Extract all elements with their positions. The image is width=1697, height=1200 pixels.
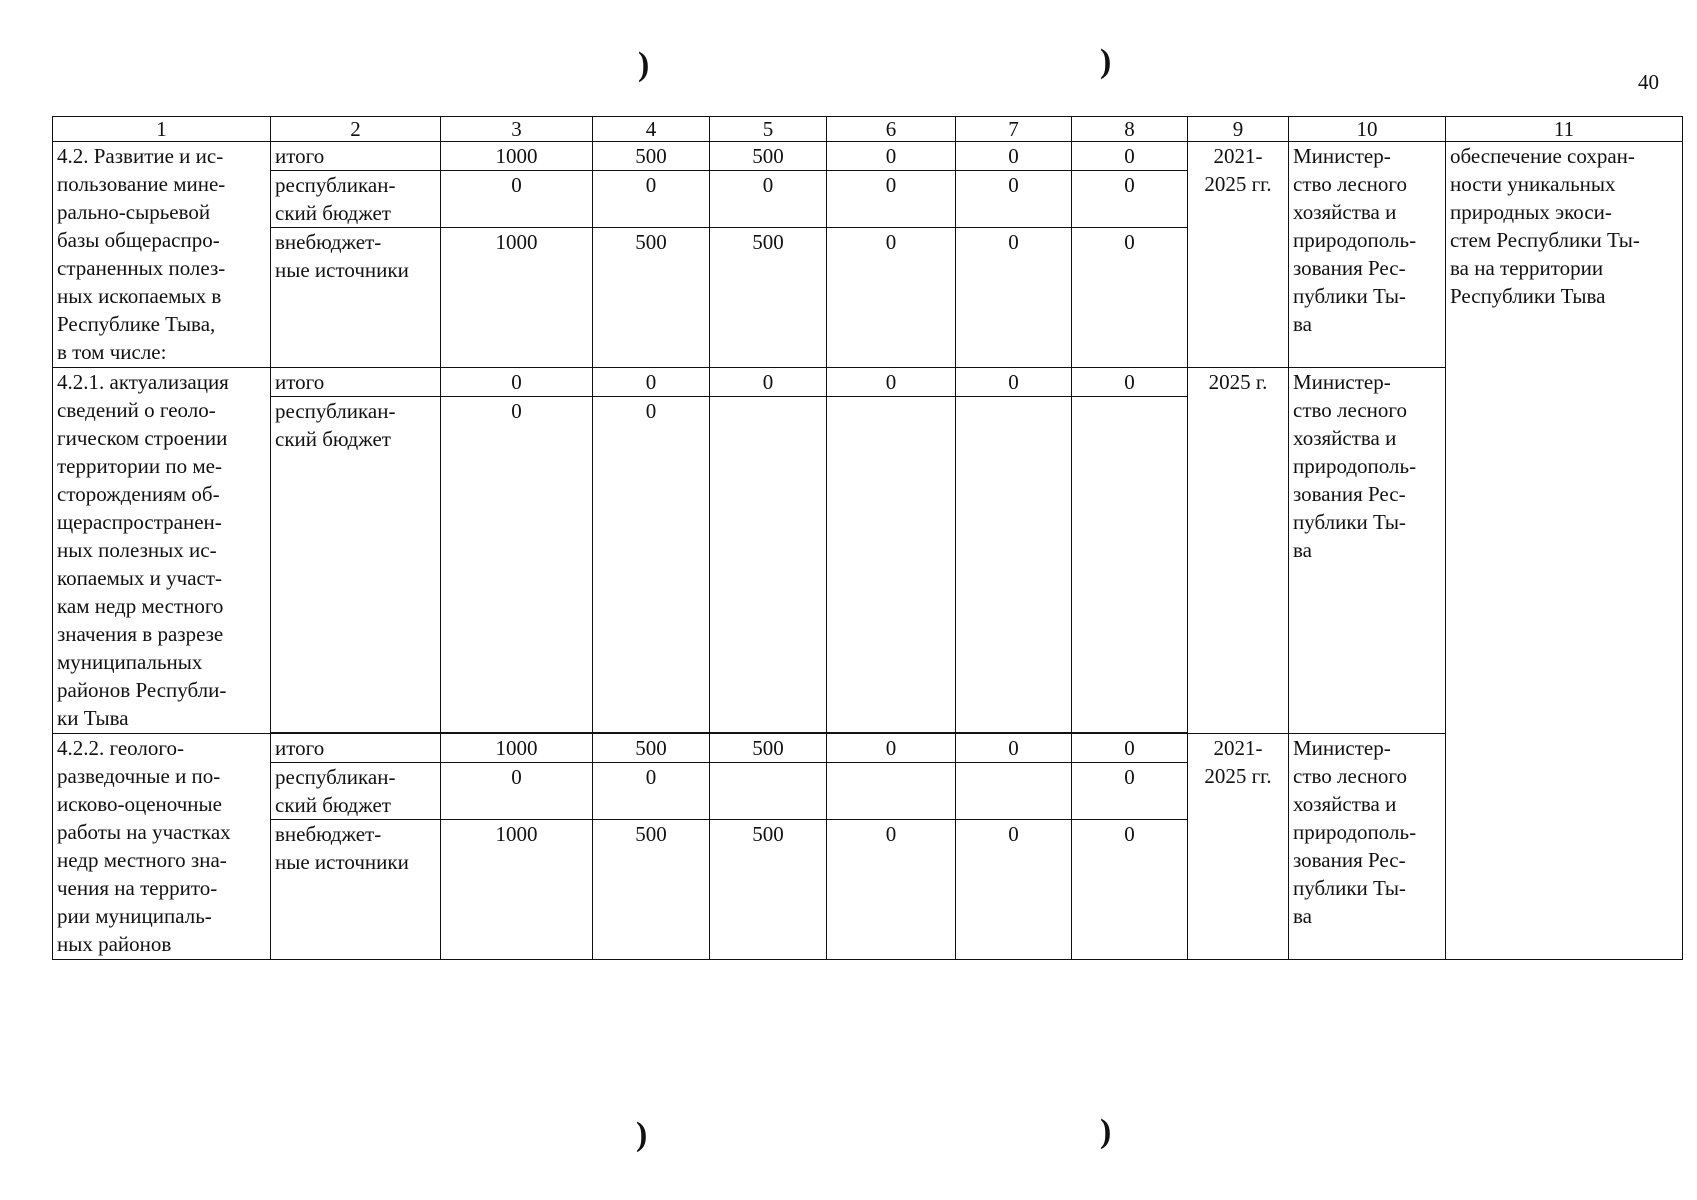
header-cell: 7: [956, 117, 1072, 142]
value-cell: 0: [593, 763, 710, 820]
table-row: [53, 368, 1683, 397]
table-header-row: [53, 117, 1683, 142]
funding-label: республикан- ский бюджет: [271, 171, 441, 228]
header-cell: 10: [1289, 117, 1446, 142]
funding-label: республикан- ский бюджет: [271, 763, 441, 820]
funding-label: итого: [271, 734, 441, 763]
value-cell: 0: [710, 368, 827, 397]
funding-label: внебюджет- ные источники: [271, 228, 441, 368]
funding-label: республикан- ский бюджет: [271, 397, 441, 733]
value-cell: 500: [710, 142, 827, 171]
value-cell: 0: [827, 228, 956, 368]
period-cell: 2025 г.: [1188, 368, 1289, 734]
table-row: [53, 734, 1683, 763]
value-cell: 500: [593, 820, 710, 960]
value-cell: 0: [827, 734, 956, 763]
program-table: [52, 116, 1683, 960]
header-cell: 9: [1188, 117, 1289, 142]
value-cell: 500: [710, 228, 827, 368]
header-cell: 3: [441, 117, 593, 142]
value-cell: 0: [956, 368, 1072, 397]
value-cell: 500: [593, 734, 710, 763]
value-cell: 0: [593, 368, 710, 397]
value-cell: 0: [956, 142, 1072, 171]
value-cell: [956, 763, 1072, 820]
value-cell: 0: [441, 763, 593, 820]
value-cell: 0: [956, 820, 1072, 960]
scan-mark: ): [636, 1116, 648, 1153]
value-cell: 0: [441, 397, 593, 733]
header-cell: 4: [593, 117, 710, 142]
value-cell: [956, 397, 1072, 733]
value-cell: [710, 763, 827, 820]
value-cell: 0: [593, 171, 710, 228]
value-cell: 0: [827, 171, 956, 228]
period-cell: 2021- 2025 гг.: [1188, 734, 1289, 960]
table-row: [53, 142, 1683, 171]
value-cell: [710, 397, 827, 733]
value-cell: 500: [593, 228, 710, 368]
value-cell: 0: [1072, 228, 1188, 368]
scan-mark: ): [638, 46, 650, 83]
value-cell: [827, 397, 956, 733]
funding-label: внебюджет- ные источники: [271, 820, 441, 960]
value-cell: 0: [956, 228, 1072, 368]
section-4-2-title: 4.2. Развитие и ис- пользование мине- рально-сырьевой базы общераспро- страненных полез- ных ископаемых в Республике Тыва, в том числе:: [53, 142, 271, 368]
result-cell: обеспечение сохран- ности уникальных природных экоси- стем Республики Ты- ва на территории Республики Тыва: [1446, 142, 1683, 960]
value-cell: 0: [1072, 368, 1188, 397]
value-cell: 1000: [441, 820, 593, 960]
header-cell: 2: [271, 117, 441, 142]
scan-mark: ): [1100, 1113, 1112, 1150]
value-cell: 0: [956, 171, 1072, 228]
value-cell: 0: [827, 368, 956, 397]
section-4-2-1-title: 4.2.1. актуализация сведений о геоло- гическом строении территории по ме- сторождениям об- щераспространен- ных полезных ис- копаемых и участ- кам недр местного значения в разрезе муниципальных районов Республи- ки Тыва: [53, 368, 271, 734]
header-cell: 11: [1446, 117, 1683, 142]
value-cell: 0: [1072, 171, 1188, 228]
value-cell: 0: [1072, 734, 1188, 763]
section-4-2-2-title: 4.2.2. геолого- разведочные и по- исково-оценочные работы на участках недр местного зна- чения на террито- рии муниципаль- ных районов: [53, 734, 271, 960]
value-cell: 0: [593, 397, 710, 733]
value-cell: 0: [956, 734, 1072, 763]
value-cell: 1000: [441, 734, 593, 763]
funding-label: итого: [271, 142, 441, 171]
value-cell: [1072, 397, 1188, 733]
value-cell: 500: [593, 142, 710, 171]
page-number: 40: [1638, 70, 1659, 94]
value-cell: 500: [710, 820, 827, 960]
value-cell: 0: [1072, 142, 1188, 171]
value-cell: 1000: [441, 228, 593, 368]
value-cell: 0: [441, 171, 593, 228]
header-cell: 6: [827, 117, 956, 142]
value-cell: 0: [1072, 820, 1188, 960]
header-cell: 1: [53, 117, 271, 142]
value-cell: 0: [1072, 763, 1188, 820]
value-cell: [827, 763, 956, 820]
value-cell: 500: [710, 734, 827, 763]
header-cell: 5: [710, 117, 827, 142]
value-cell: 0: [441, 368, 593, 397]
value-cell: 1000: [441, 142, 593, 171]
header-cell: 8: [1072, 117, 1188, 142]
executor-cell: Министер- ство лесного хозяйства и природополь- зования Рес- публики Ты- ва: [1289, 142, 1446, 368]
value-cell: 0: [827, 820, 956, 960]
value-cell: 0: [827, 142, 956, 171]
funding-label: итого: [271, 368, 441, 397]
period-cell: 2021- 2025 гг.: [1188, 142, 1289, 368]
executor-cell: Министер- ство лесного хозяйства и природополь- зования Рес- публики Ты- ва: [1289, 368, 1446, 734]
value-cell: 0: [710, 171, 827, 228]
scan-mark: ): [1100, 43, 1112, 80]
executor-cell: Министер- ство лесного хозяйства и природополь- зования Рес- публики Ты- ва: [1289, 734, 1446, 960]
